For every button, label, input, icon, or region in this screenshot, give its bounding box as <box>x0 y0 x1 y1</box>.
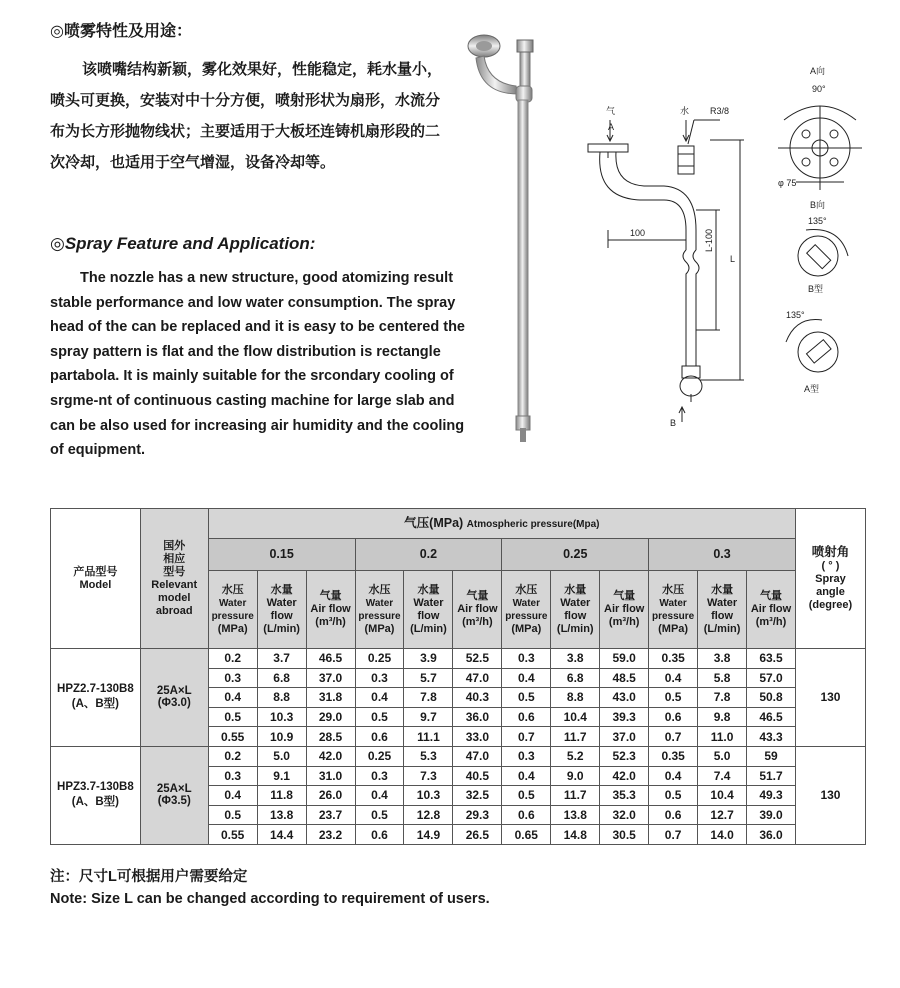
subheader-water-flow <box>551 571 600 649</box>
data-cell: 46.5 <box>306 649 355 669</box>
subheader-air-flow-text: Air flow <box>750 603 792 615</box>
data-cell: 33.0 <box>453 727 502 747</box>
en-line: of equipment. <box>50 442 146 459</box>
subheader-air-flow-text: Air flow <box>604 603 645 615</box>
data-cell: 43.0 <box>600 688 649 708</box>
data-cell: 11.0 <box>698 727 747 747</box>
en-line: srgme-nt of continuous casting machine for large slab and <box>50 392 455 409</box>
model-name: HPZ3.7-130B8 <box>57 781 134 794</box>
cn-line: 该喷嘴结构新颖，雾化效果好，性能稳定，耗水量小， <box>82 61 443 78</box>
label-water-cn: 水 <box>680 106 690 116</box>
subheader-water-flow-text: 水量 <box>711 583 734 596</box>
description-en <box>50 266 480 463</box>
subheader-water-pressure-text: Water pressure <box>505 597 548 622</box>
data-cell: 9.0 <box>551 766 600 786</box>
header-model-en: Model <box>79 578 112 591</box>
data-cell: 0.35 <box>649 746 698 766</box>
relevant-dia: (Φ3.5) <box>157 795 191 808</box>
header-angle <box>795 509 865 649</box>
model-type: (A、B型) <box>71 796 120 809</box>
data-cell: 0.7 <box>649 727 698 747</box>
data-cell: 36.0 <box>747 825 796 845</box>
header-angle-en: Spray angle (degree) <box>808 572 853 611</box>
data-cell: 5.8 <box>698 668 747 688</box>
data-cell: 11.7 <box>551 786 600 806</box>
data-cell: 11.8 <box>257 786 306 806</box>
data-cell: 14.8 <box>551 825 600 845</box>
data-cell: 0.2 <box>208 746 257 766</box>
data-cell: 32.5 <box>453 786 502 806</box>
data-cell: 0.4 <box>208 688 257 708</box>
en-line: can be also used for increasing air humidity and the cooling <box>50 417 465 434</box>
data-cell: 0.5 <box>208 805 257 825</box>
subheader-air-flow-text: 气量 <box>613 590 636 602</box>
data-cell: 14.4 <box>257 825 306 845</box>
data-cell: 52.3 <box>600 746 649 766</box>
subheader-water-flow-text: 水量 <box>270 583 293 596</box>
data-cell: 0.5 <box>502 688 551 708</box>
subheader-air-flow-text: 气量 <box>319 590 342 602</box>
subheader-water-pressure-text: 水压 <box>515 583 538 596</box>
model-cell <box>51 649 141 747</box>
cn-line: 次冷却，也适用于空气增湿，设备冷却等。 <box>50 154 336 171</box>
subheader-water-pressure-text: (MPa) <box>658 622 689 635</box>
header-angle-cn: 喷射角 <box>811 544 850 559</box>
data-cell: 0.5 <box>649 786 698 806</box>
label-thread: R3/8 <box>710 106 730 116</box>
spec-table <box>50 508 866 845</box>
en-line: stable performance and low water consumption. The spray <box>50 294 456 311</box>
data-cell: 52.5 <box>453 649 502 669</box>
label-air-cn: 气 <box>606 106 616 116</box>
subheader-water-pressure-text: Water pressure <box>358 597 401 622</box>
data-cell: 50.8 <box>747 688 796 708</box>
subheader-water-pressure-text: Water pressure <box>652 597 695 622</box>
header-relevant <box>140 509 208 649</box>
data-cell: 7.3 <box>404 766 453 786</box>
label-air-en: A <box>608 122 615 132</box>
header-model <box>51 509 141 649</box>
data-cell: 5.2 <box>551 746 600 766</box>
nozzle-technical-drawing <box>570 66 880 440</box>
header-pressure-cn: 气压(MPa) <box>404 515 464 530</box>
data-cell: 0.5 <box>355 707 404 727</box>
section-title-en: ◎Spray Feature and Application: <box>50 234 316 253</box>
data-cell: 0.6 <box>502 805 551 825</box>
label-angle-135-b: 135° <box>808 216 827 226</box>
subheader-air-flow-text: Air flow <box>457 603 498 615</box>
data-cell: 0.5 <box>649 688 698 708</box>
label-type-b: B型 <box>808 284 824 294</box>
data-cell: 12.7 <box>698 805 747 825</box>
data-cell: 0.4 <box>355 688 404 708</box>
data-cell: 0.25 <box>355 746 404 766</box>
subheader-air-flow <box>453 571 502 649</box>
subheader-water-pressure <box>502 571 551 649</box>
data-cell: 40.3 <box>453 688 502 708</box>
subheader-water-pressure <box>355 571 404 649</box>
model-name: HPZ2.7-130B8 <box>57 683 134 696</box>
subheader-air-flow-text: 气量 <box>466 590 489 602</box>
subheader-water-pressure-text: 水压 <box>221 583 244 596</box>
data-cell: 0.35 <box>649 649 698 669</box>
data-cell: 0.6 <box>502 707 551 727</box>
section-title-cn: ◎喷雾特性及用途： <box>50 23 192 40</box>
data-cell: 0.3 <box>355 766 404 786</box>
data-cell: 0.3 <box>208 668 257 688</box>
data-cell: 9.7 <box>404 707 453 727</box>
subheader-air-flow-text: Air flow <box>310 603 351 615</box>
data-cell: 0.7 <box>649 825 698 845</box>
subheader-air-flow <box>747 571 796 649</box>
header-angle-unit: ( ° ) <box>821 559 840 572</box>
subheader-water-flow <box>404 571 453 649</box>
data-cell: 3.8 <box>698 649 747 669</box>
data-cell: 8.8 <box>551 688 600 708</box>
header-relevant-en: Relevant model abroad <box>151 578 198 617</box>
data-cell: 59 <box>747 746 796 766</box>
model-cell <box>51 746 141 844</box>
data-cell: 11.1 <box>404 727 453 747</box>
en-line: head of the can be replaced and it is easy to be centered the <box>50 319 465 336</box>
nozzle-product-image <box>458 28 548 448</box>
data-cell: 42.0 <box>600 766 649 786</box>
subheader-water-flow <box>698 571 747 649</box>
subheader-water-pressure-text: (MPa) <box>217 622 248 635</box>
header-model-cn: 产品型号 <box>73 565 118 578</box>
cn-line: 布为长方形抛物线状；主要适用于大板坯连铸机扇形段的二 <box>50 123 441 140</box>
data-cell: 57.0 <box>747 668 796 688</box>
note-en: Note: Size L can be changed according to requirement of users. <box>50 891 490 907</box>
data-cell: 0.6 <box>649 707 698 727</box>
data-cell: 35.3 <box>600 786 649 806</box>
data-cell: 28.5 <box>306 727 355 747</box>
data-cell: 40.5 <box>453 766 502 786</box>
data-cell: 36.0 <box>453 707 502 727</box>
data-cell: 0.6 <box>355 727 404 747</box>
subheader-water-flow-text: (L/min) <box>263 622 300 635</box>
data-cell: 46.5 <box>747 707 796 727</box>
data-cell: 0.5 <box>208 707 257 727</box>
data-cell: 42.0 <box>306 746 355 766</box>
pressure-col: 0.3 <box>649 539 796 571</box>
subheader-air-flow-text: (m³/h) <box>755 616 787 628</box>
data-cell: 5.7 <box>404 668 453 688</box>
data-cell: 0.6 <box>649 805 698 825</box>
data-cell: 0.3 <box>502 746 551 766</box>
data-cell: 0.4 <box>355 786 404 806</box>
en-line: The nozzle has a new structure, good atomizing result <box>80 270 454 286</box>
data-cell: 0.3 <box>502 649 551 669</box>
data-cell: 0.4 <box>649 766 698 786</box>
data-cell: 0.65 <box>502 825 551 845</box>
data-cell: 39.3 <box>600 707 649 727</box>
note <box>50 866 490 910</box>
subheader-water-pressure-text: (MPa) <box>511 622 542 635</box>
relevant-cell <box>140 649 208 747</box>
subheader-air-flow-text: (m³/h) <box>462 616 493 628</box>
data-cell: 43.3 <box>747 727 796 747</box>
data-cell: 5.0 <box>257 746 306 766</box>
data-cell: 0.3 <box>355 668 404 688</box>
dim-l: L <box>730 254 736 264</box>
subheader-air-flow-text: (m³/h) <box>608 616 640 628</box>
data-cell: 23.7 <box>306 805 355 825</box>
data-cell: 0.5 <box>502 786 551 806</box>
description-cn <box>50 54 470 178</box>
dim-l-100: L-100 <box>704 228 714 252</box>
data-cell: 9.1 <box>257 766 306 786</box>
data-cell: 0.4 <box>502 668 551 688</box>
data-cell: 63.5 <box>747 649 796 669</box>
subheader-water-flow-text: (L/min) <box>703 622 741 635</box>
data-cell: 0.55 <box>208 825 257 845</box>
header-relevant-cn: 国外相应型号 <box>163 539 186 578</box>
data-cell: 0.4 <box>649 668 698 688</box>
data-cell: 31.8 <box>306 688 355 708</box>
data-cell: 59.0 <box>600 649 649 669</box>
data-cell: 0.25 <box>355 649 404 669</box>
data-cell: 48.5 <box>600 668 649 688</box>
label-type-a: A型 <box>804 384 820 394</box>
subheader-water-flow-text: 水量 <box>564 583 587 596</box>
label-view-a: A向 <box>810 66 826 76</box>
data-cell: 6.8 <box>257 668 306 688</box>
subheader-air-flow-text: 气量 <box>760 590 782 602</box>
pressure-col: 0.15 <box>208 539 355 571</box>
cn-line: 喷头可更换，安装对中十分方便，喷射形状为扇形，水流分 <box>50 92 441 109</box>
data-cell: 39.0 <box>747 805 796 825</box>
data-cell: 11.7 <box>551 727 600 747</box>
data-cell: 23.2 <box>306 825 355 845</box>
data-cell: 37.0 <box>306 668 355 688</box>
data-cell: 29.0 <box>306 707 355 727</box>
label-angle-135-a: 135° <box>786 310 805 320</box>
table-row <box>51 746 866 766</box>
data-cell: 8.8 <box>257 688 306 708</box>
data-cell: 13.8 <box>257 805 306 825</box>
data-cell: 3.8 <box>551 649 600 669</box>
data-cell: 5.3 <box>404 746 453 766</box>
relevant-name: 25A×L <box>156 783 192 796</box>
header-pressure-en: Atmospheric pressure(Mpa) <box>466 518 600 530</box>
data-cell: 10.4 <box>551 707 600 727</box>
data-cell: 7.4 <box>698 766 747 786</box>
subheader-air-flow <box>600 571 649 649</box>
data-cell: 0.7 <box>502 727 551 747</box>
data-cell: 10.3 <box>404 786 453 806</box>
relevant-cell <box>140 746 208 844</box>
data-cell: 47.0 <box>453 668 502 688</box>
subheader-water-flow-text: (L/min) <box>410 622 447 635</box>
label-angle-90: 90° <box>812 84 826 94</box>
pressure-col: 0.2 <box>355 539 502 571</box>
data-cell: 9.8 <box>698 707 747 727</box>
data-cell: 0.2 <box>208 649 257 669</box>
subheader-water-pressure-text: Water pressure <box>211 597 254 622</box>
subheader-water-flow-text: Water flow <box>413 596 444 622</box>
subheader-water-flow-text: Water flow <box>560 596 591 622</box>
en-line: spray pattern is flat and the flow distribution is rectangle <box>50 343 441 360</box>
subheader-water-pressure <box>208 571 257 649</box>
subheader-air-flow <box>306 571 355 649</box>
data-cell: 10.9 <box>257 727 306 747</box>
data-cell: 0.6 <box>355 825 404 845</box>
spray-angle-cell: 130 <box>795 649 865 747</box>
subheader-water-pressure-text: 水压 <box>662 583 685 596</box>
data-cell: 0.55 <box>208 727 257 747</box>
subheader-water-pressure-text: (MPa) <box>364 622 395 635</box>
relevant-name: 25A×L <box>156 685 192 698</box>
data-cell: 29.3 <box>453 805 502 825</box>
subheader-air-flow-text: (m³/h) <box>315 616 346 628</box>
subheader-water-flow-text: Water flow <box>707 596 738 622</box>
data-cell: 0.4 <box>502 766 551 786</box>
data-cell: 14.9 <box>404 825 453 845</box>
data-cell: 37.0 <box>600 727 649 747</box>
header-pressure <box>208 509 795 539</box>
subheader-water-pressure-text: 水压 <box>368 583 391 596</box>
data-cell: 0.4 <box>208 786 257 806</box>
data-cell: 10.4 <box>698 786 747 806</box>
subheader-water-flow <box>257 571 306 649</box>
data-cell: 0.5 <box>355 805 404 825</box>
data-cell: 26.0 <box>306 786 355 806</box>
spray-angle-cell: 130 <box>795 746 865 844</box>
pressure-col: 0.25 <box>502 539 649 571</box>
data-cell: 5.0 <box>698 746 747 766</box>
data-cell: 7.8 <box>404 688 453 708</box>
data-cell: 10.3 <box>257 707 306 727</box>
data-cell: 3.7 <box>257 649 306 669</box>
subheader-water-flow-text: (L/min) <box>556 622 594 635</box>
data-cell: 32.0 <box>600 805 649 825</box>
subheader-water-flow-text: Water flow <box>266 596 297 622</box>
data-cell: 49.3 <box>747 786 796 806</box>
dim-100: 100 <box>630 228 646 238</box>
data-cell: 30.5 <box>600 825 649 845</box>
data-cell: 0.3 <box>208 766 257 786</box>
data-cell: 31.0 <box>306 766 355 786</box>
data-cell: 12.8 <box>404 805 453 825</box>
data-cell: 7.8 <box>698 688 747 708</box>
data-cell: 14.0 <box>698 825 747 845</box>
table-row <box>51 649 866 669</box>
subheader-water-flow-text: 水量 <box>417 583 440 596</box>
label-b-arrow: B <box>670 418 677 428</box>
data-cell: 26.5 <box>453 825 502 845</box>
data-cell: 47.0 <box>453 746 502 766</box>
data-cell: 3.9 <box>404 649 453 669</box>
model-type: (A、B型) <box>71 698 120 711</box>
data-cell: 6.8 <box>551 668 600 688</box>
en-line: partabola. It is mainly suitable for the srcondary cooling of <box>50 368 454 385</box>
subheader-water-pressure <box>649 571 698 649</box>
label-dia-75: φ 75 <box>778 178 797 188</box>
table-body <box>51 649 866 845</box>
label-view-b: B向 <box>810 200 826 210</box>
note-cn: 注：尺寸L可根据用户需要给定 <box>50 869 248 885</box>
data-cell: 13.8 <box>551 805 600 825</box>
relevant-dia: (Φ3.0) <box>157 697 191 710</box>
data-cell: 51.7 <box>747 766 796 786</box>
